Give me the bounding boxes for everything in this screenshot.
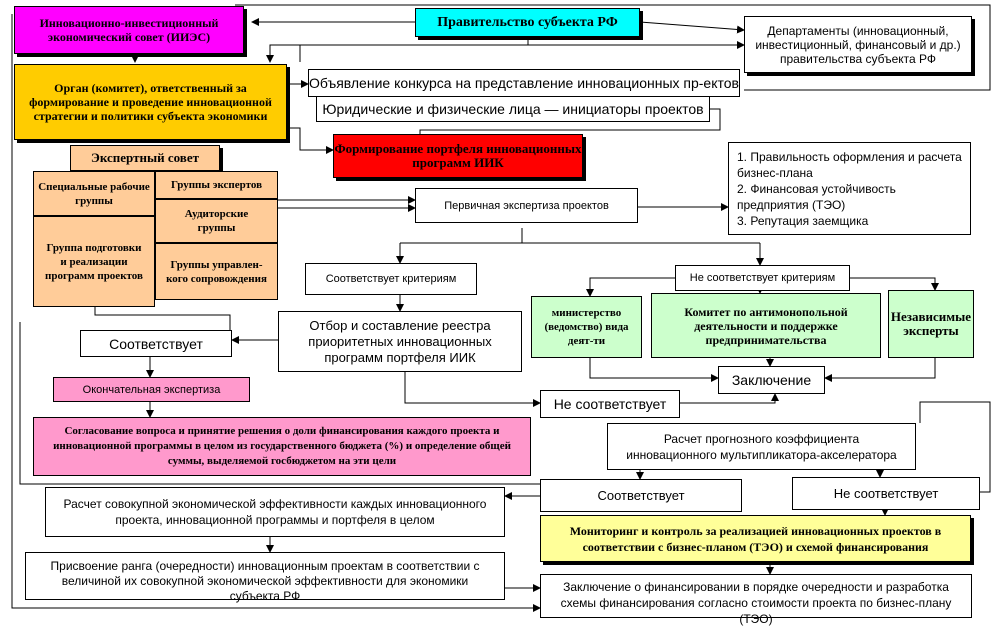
iies-box: Инновационно-инвестиционный экономический совет (ИИЭС) [14, 6, 244, 54]
line-registry-down [405, 372, 540, 403]
expert-groups-box: Группы экспертов [155, 171, 278, 199]
not-matches-criteria-box: Не соответствует критериям [675, 265, 850, 291]
conclusion-box: Заключение [718, 366, 825, 394]
audit-groups-box: Аудиторские группы [155, 199, 278, 243]
line-committee-to-portfolio [287, 128, 333, 150]
approval-box: Согласование вопроса и принятие решения о доли финансирования каждого проекта и инновационной программы в целом из государственного бюджета (%) и определение общей суммы, выделяемой госбюджетом на эти цели [33, 417, 531, 476]
line-notmatch-right [850, 278, 935, 290]
registry-box: Отбор и составление реестра приоритетных инновационных программ портфеля ИИК [278, 311, 522, 372]
corresponds-box-1: Соответствует [80, 330, 232, 357]
announcement-box: Объявление конкурса на представление инновационных пр-ектов [308, 69, 740, 97]
multiplier-box: Расчет прогнозного коэффициента инновационного мультипликатора-акселератора [607, 423, 916, 470]
monitoring-box: Мониторинг и контроль за реализацией инновационных проектов в соответствии с бизнес-планом (ТЭО) и схемой финансирования [540, 515, 971, 562]
departments-box: Департаменты (инновационный, инвестиционный, финансовый и др.) правительства субъекта РФ [744, 16, 972, 73]
independent-box: Независимые эксперты [888, 290, 974, 358]
primary-exam-box: Первичная экспертиза проектов [415, 188, 638, 223]
corresponds-box-2: Соответствует [540, 479, 742, 512]
not-corresponds-box-2: Не соответствует [792, 477, 980, 510]
ministry-box: министерство (ведомство) вида деят-ти [531, 296, 642, 358]
line-groups-to-corr [95, 307, 230, 330]
prep-group-box: Группа подготовки и реализации программ проектов [33, 216, 155, 307]
matches-criteria-box: Соответствует критериям [305, 263, 477, 295]
total-efficiency-box: Расчет совокупной экономической эффективности каждых инновационного проекта, инновационной программы и портфеля в целом [45, 487, 505, 537]
initiators-box: Юридические и физические лица — инициаторы проектов [316, 96, 710, 122]
line-gov-to-dept [640, 22, 744, 30]
criteria-box: 1. Правильность оформления и расчета бизнес-плана 2. Финансовая устойчивость предприятия (ТЭО) 3. Репутация заемщика [728, 142, 971, 235]
line-indep-to-concl [825, 358, 935, 378]
committee-box: Орган (комитет), ответственный за формирование и проведение инновационной стратегии и политики субъекта экономики [14, 64, 287, 140]
mgmt-groups-box: Группы управлен-кого сопровождения [155, 243, 278, 300]
portfolio-box: Формирование портфеля инновационных программ ИИК [333, 134, 583, 178]
government-box: Правительство субъекта РФ [415, 8, 640, 37]
final-exam-box: Окончательная экспертиза [53, 377, 250, 402]
not-corresponds-box-1: Не соответствует [540, 390, 680, 418]
line-gov-down [270, 37, 528, 62]
ranking-box: Присвоение ранга (очередности) инновационным проектам в соответствии с величиной их совокупной экономической эффективности для экономики субъекта РФ [25, 552, 505, 600]
special-groups-box: Специальные рабочие группы [33, 171, 155, 216]
antimonopoly-box: Комитет по антимонопольной деятельности и поддержке предпринимательства [651, 293, 881, 358]
financing-conclusion-box: Заключение о финансировании в порядке очередности и разработка схемы финансирования согласно стоимости проекта по бизнес-плану (ТЭО) [540, 574, 972, 618]
expert-council-title: Экспертный совет [70, 145, 220, 171]
line-notcorr-to-concl [680, 394, 775, 403]
line-ministry-to-concl [590, 358, 718, 378]
